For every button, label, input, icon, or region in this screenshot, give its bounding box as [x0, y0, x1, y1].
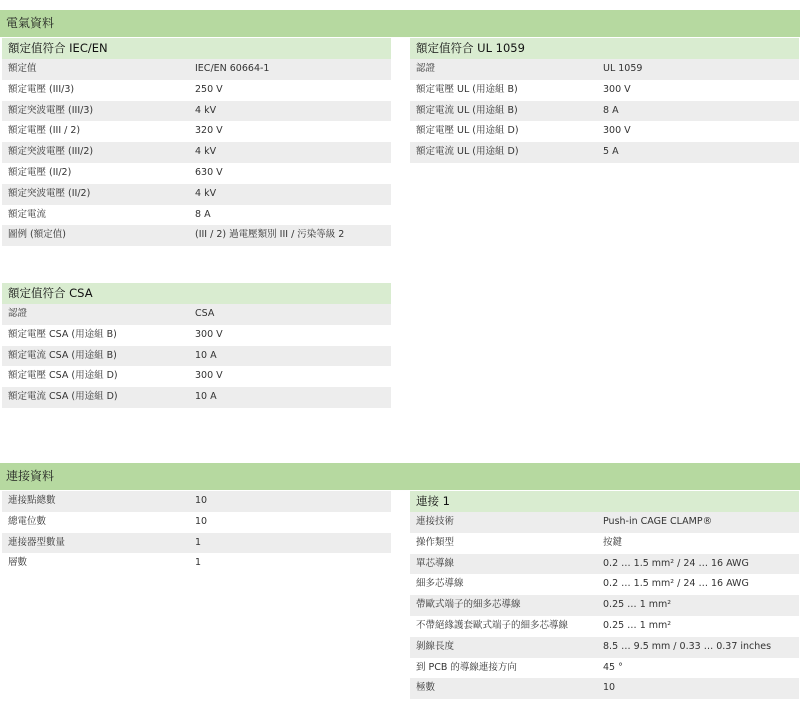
row-label: 額定電流 [8, 208, 47, 220]
row-label: 額定突波電壓 (III/3) [8, 104, 94, 116]
row-label: 額定突波電壓 (II/2) [8, 187, 91, 199]
row-label: 額定電壓 UL (用途組 D) [416, 125, 519, 137]
row-value: 按鍵 [603, 536, 623, 548]
row-value: 45 ° [603, 661, 623, 673]
panel-connection-1-title: 連接 1 [410, 491, 799, 512]
row-value: 300 V [603, 125, 631, 137]
table-row [2, 366, 391, 387]
row-value: 1 [195, 557, 202, 569]
row-label: 細多芯導線 [416, 578, 464, 590]
row-value: 10 [195, 515, 208, 527]
table-row [410, 512, 799, 533]
row-value: 4 kV [195, 104, 217, 116]
panel-ul-ratings [410, 38, 799, 163]
row-label: 額定電壓 UL (用途組 B) [416, 83, 518, 95]
row-value: 1 [195, 536, 202, 548]
row-value: 300 V [195, 328, 223, 340]
row-label: 額定電壓 (III/3) [8, 83, 75, 95]
table-row [410, 101, 799, 122]
panel-connection-1 [410, 491, 799, 699]
table-row [410, 533, 799, 554]
panel-ul-title: 額定值符合 UL 1059 [410, 38, 799, 59]
row-value: 0.2 … 1.5 mm² / 24 … 16 AWG [603, 578, 749, 590]
row-label: 圖例 (額定值) [8, 229, 66, 241]
table-row [410, 595, 799, 616]
table-row [2, 59, 391, 80]
panel-iec-title: 額定值符合 IEC/EN [2, 38, 391, 59]
row-label: 連接點總數 [8, 495, 56, 506]
table-row [2, 553, 391, 574]
table-row [410, 574, 799, 595]
connection-general-rows [2, 491, 391, 574]
row-label: 額定電流 CSA (用途組 D) [8, 391, 118, 403]
row-value: 300 V [195, 370, 223, 382]
table-row [2, 163, 391, 184]
row-label: 認證 [416, 63, 436, 74]
row-value: 10 A [195, 349, 217, 361]
panel-csa-title: 額定值符合 CSA [2, 283, 391, 304]
row-value: 8 A [195, 208, 211, 220]
panel-iec-ratings [2, 38, 391, 246]
row-value: 320 V [195, 125, 223, 137]
row-value: 4 kV [195, 187, 217, 199]
connection-1-rows [410, 512, 799, 699]
row-value: CSA [195, 308, 215, 319]
row-value: 0.2 … 1.5 mm² / 24 … 16 AWG [603, 557, 749, 569]
row-value: Push-in CAGE CLAMP® [603, 516, 713, 527]
row-label: 額定突波電壓 (III/2) [8, 146, 94, 158]
table-row [2, 304, 391, 325]
table-row [2, 533, 391, 554]
iec-rows [2, 59, 391, 246]
section-electrical-title: 電氣資料 [0, 10, 800, 37]
row-label: 總電位數 [8, 515, 47, 527]
row-value: 10 [195, 495, 208, 506]
row-label: 額定值 [8, 63, 37, 74]
table-row [2, 387, 391, 408]
row-label: 認證 [8, 308, 28, 319]
row-label: 額定電壓 (II/2) [8, 166, 72, 178]
row-value: 0.25 … 1 mm² [603, 619, 672, 631]
row-value: 8.5 … 9.5 mm / 0.33 … 0.37 inches [603, 640, 772, 652]
row-label: 額定電流 UL (用途組 B) [416, 104, 518, 116]
table-row [2, 184, 391, 205]
table-row [2, 491, 391, 512]
csa-rows [2, 304, 391, 408]
row-label: 層數 [8, 557, 28, 569]
row-value: IEC/EN 60664-1 [195, 63, 270, 74]
table-row [410, 616, 799, 637]
row-value: 630 V [195, 166, 223, 178]
row-label: 剝線長度 [416, 640, 455, 652]
row-label: 連接器型數量 [8, 536, 66, 548]
row-label: 額定電流 CSA (用途組 B) [8, 349, 117, 361]
table-row [2, 205, 391, 226]
row-value: 10 A [195, 391, 217, 403]
table-row [2, 512, 391, 533]
table-row [2, 121, 391, 142]
table-row [410, 658, 799, 679]
table-row [410, 121, 799, 142]
row-value: 0.25 … 1 mm² [603, 599, 672, 611]
table-row [2, 80, 391, 101]
table-row [410, 678, 799, 699]
ul-rows [410, 59, 799, 163]
table-row [410, 142, 799, 163]
row-label: 到 PCB 的導線連接方向 [416, 661, 517, 673]
row-label: 額定電流 UL (用途組 D) [416, 146, 519, 158]
row-value: 300 V [603, 83, 631, 95]
row-value: (III / 2) 過電壓類別 III / 污染等級 2 [195, 229, 345, 241]
row-label: 連接技術 [416, 516, 455, 527]
row-label: 極數 [416, 682, 436, 694]
table-row [2, 346, 391, 367]
table-row [2, 325, 391, 346]
table-row [410, 80, 799, 101]
row-label: 額定電壓 CSA (用途組 D) [8, 370, 118, 382]
row-value: 10 [603, 682, 616, 694]
table-row [2, 101, 391, 122]
row-label: 不帶絕緣護套歐式端子的細多芯導線 [416, 619, 569, 631]
panel-connection-general [2, 491, 391, 574]
table-row [2, 225, 391, 246]
panel-csa-ratings [2, 283, 391, 408]
table-row [410, 59, 799, 80]
row-label: 單芯導線 [416, 557, 455, 569]
row-label: 操作類型 [416, 536, 455, 548]
row-label: 額定電壓 CSA (用途組 B) [8, 328, 117, 340]
section-connection-title: 連接資料 [0, 463, 800, 490]
row-label: 帶歐式端子的細多芯導線 [416, 599, 521, 611]
table-row [410, 637, 799, 658]
table-row [2, 142, 391, 163]
row-value: 8 A [603, 104, 619, 116]
row-value: 250 V [195, 83, 223, 95]
table-row [410, 554, 799, 575]
row-label: 額定電壓 (III / 2) [8, 125, 81, 137]
row-value: 5 A [603, 146, 619, 158]
row-value: UL 1059 [603, 63, 643, 74]
row-value: 4 kV [195, 146, 217, 158]
